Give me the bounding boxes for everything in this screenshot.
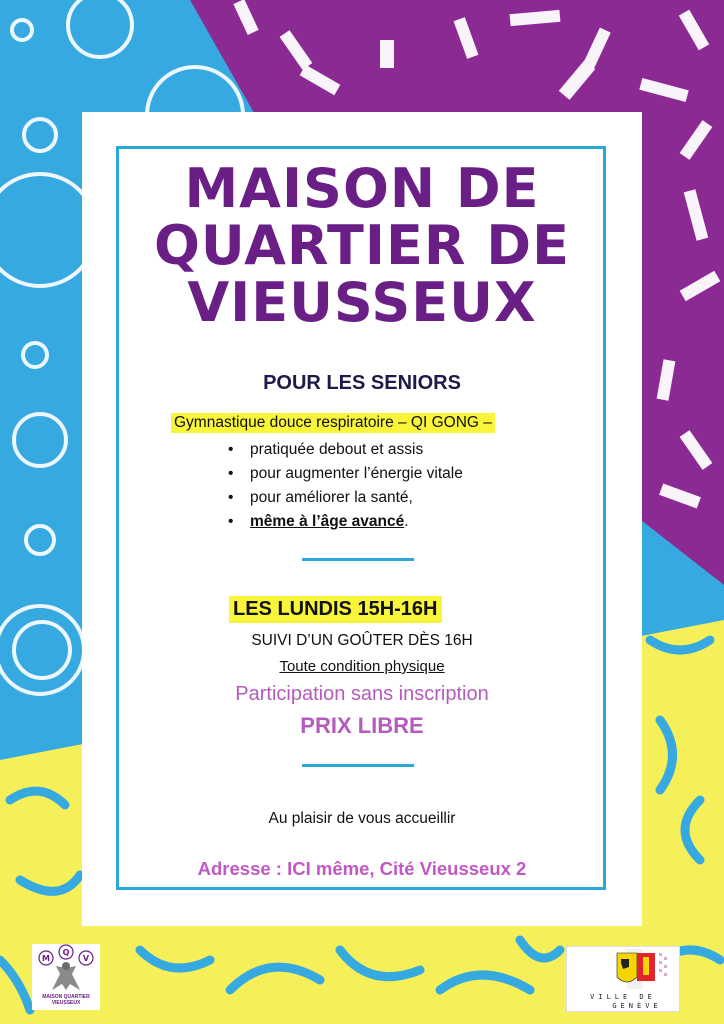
ville-de-geneve-logo xyxy=(566,946,680,1012)
logo-letter: Q xyxy=(62,948,70,957)
welcome-text: Au plaisir de vous accueillir xyxy=(268,810,456,827)
divider-bottom xyxy=(302,764,414,767)
audience-heading: POUR LES SENIORS xyxy=(263,372,461,394)
title-line-2: QUARTIER DE xyxy=(154,214,570,277)
bullet-icon: • xyxy=(228,513,234,530)
list-item: • pratiquée debout et assis xyxy=(228,438,463,462)
logo-caption-1: MAISON QUARTIER xyxy=(42,994,90,1000)
address-text: Adresse : ICI même, Cité Vieusseux 2 xyxy=(197,858,527,879)
logo-text-line-1: VILLE DE xyxy=(590,993,656,1001)
logo-caption-2: VIEUSSEUX xyxy=(51,1000,81,1006)
activity-highlight: Gymnastique douce respiratoire – QI GONG – xyxy=(171,413,495,433)
logo-text-line-2: GENÈVE xyxy=(612,1002,662,1010)
price-text: PRIX LIBRE xyxy=(300,713,424,738)
title-line-3: VIEUSSEUX xyxy=(187,271,537,334)
activity-points xyxy=(228,438,463,534)
list-item: • pour améliorer la santé, xyxy=(228,486,463,510)
poster-title xyxy=(120,157,604,334)
divider-top xyxy=(302,558,414,561)
logo-letter: V xyxy=(82,954,90,963)
list-item: • même à l’âge avancé. xyxy=(228,510,463,534)
snack-text: SUIVI D’UN GOÛTER DÈS 16H xyxy=(251,632,473,649)
geneva-coat-of-arms-icon xyxy=(567,947,679,1011)
list-item: • pour augmenter l’énergie vitale xyxy=(228,462,463,486)
mqv-logo xyxy=(32,944,100,1010)
condition-text: Toute condition physique xyxy=(279,658,445,675)
bullet-icon: • xyxy=(228,441,234,458)
emphasis-text: même à l’âge avancé xyxy=(250,513,405,530)
logo-letter: M xyxy=(42,954,50,963)
participation-text: Participation sans inscription xyxy=(235,683,489,705)
schedule-highlight: LES LUNDIS 15H-16H xyxy=(229,596,442,623)
title-line-1: MAISON DE xyxy=(184,157,540,220)
bullet-icon: • xyxy=(228,489,234,506)
bullet-icon: • xyxy=(228,465,234,482)
mqv-figure-icon xyxy=(32,944,100,994)
